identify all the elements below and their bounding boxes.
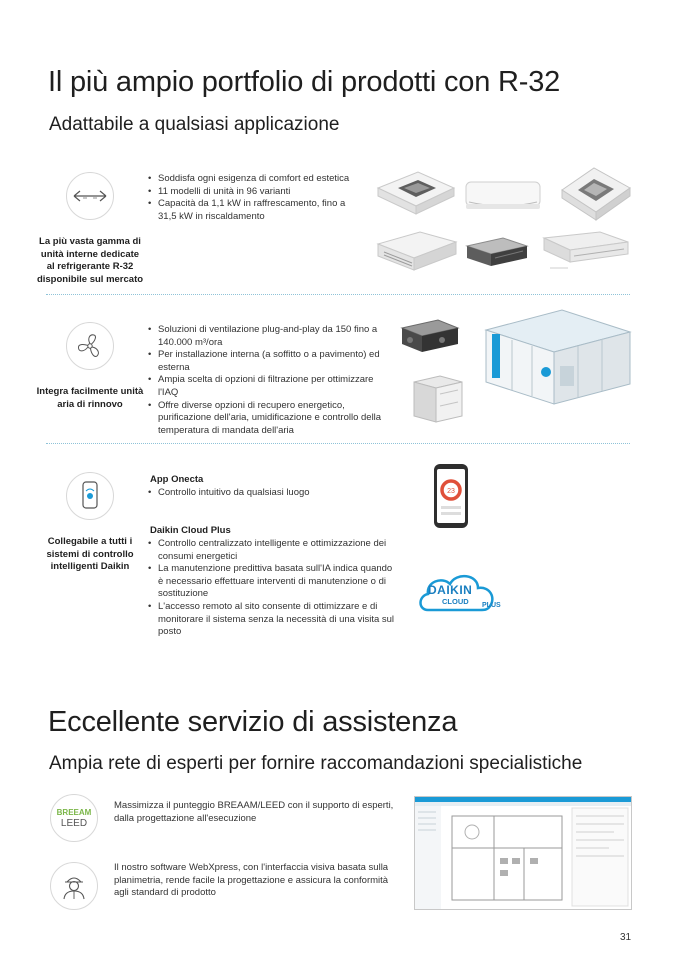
service-title: Eccellente servizio di assistenza (48, 706, 458, 738)
control-icon-circle (66, 472, 114, 520)
service-subtitle: Ampia rete di esperti per fornire raccomandazioni specialistiche (49, 753, 583, 774)
double-arrow-icon (72, 188, 108, 204)
cloud-plus-title: Daikin Cloud Plus (150, 525, 231, 536)
daikin-cloud-plus-logo (416, 566, 508, 622)
list-item: • Offre diverse opzioni di recupero energetico, purificazione dell'aria, umidificazione e controllo della temperatura di mandata dell'aria (147, 400, 392, 438)
ventilation-label: Integra facilmente unità aria di rinnovo (36, 386, 144, 410)
list-item: • Controllo centralizzato intelligente e ottimizzazione dei consumi energetici (147, 538, 397, 563)
logo-daikin-text: DAIKIN (428, 583, 473, 597)
breeam-description: Massimizza il punteggio BREAAM/LEED con il supporto di esperti, dalla progettazione all'esecuzione (114, 800, 394, 824)
phone-app-image (432, 462, 470, 530)
breeam-leed-icon (50, 794, 98, 842)
logo-cloud-text: CLOUD (442, 597, 469, 606)
technician-icon (59, 871, 89, 901)
svg-text:23: 23 (447, 488, 455, 495)
section-divider (46, 443, 630, 444)
list-item: • Soluzioni di ventilazione plug-and-play da 150 fino a 140.000 m³/ora (147, 324, 392, 349)
list-item: • La manutenzione predittiva basata sull'IA indica quando è necessario effettuare interventi di manutenzione o di sostituzione (147, 563, 397, 601)
air-handling-unit-image (482, 306, 634, 408)
cassette-unit-image (374, 168, 458, 218)
smartphone-icon (78, 480, 102, 512)
breeam-text: BREEAM (56, 808, 92, 817)
ventilation-bullets (147, 324, 392, 437)
list-item: • Ampia scelta di opzioni di filtrazione per ottimizzare l'IAQ (147, 374, 392, 399)
compact-ventilation-unit-image (410, 372, 466, 426)
list-item: • L'accesso remoto al sito consente di ottimizzare e di monitorare il sistema senza la necessità di una visita sul posto (147, 601, 397, 639)
app-onecta-bullets (147, 487, 397, 500)
cloud-plus-bullets (147, 538, 397, 639)
floor-ceiling-unit-image (540, 228, 632, 272)
list-item: • Soddisfa ogni esigenza di comfort ed estetica (147, 173, 357, 186)
range-bullets (147, 173, 357, 223)
page-title: Il più ampio portfolio di prodotti con R-32 (48, 66, 561, 98)
wall-mounted-unit-image (463, 176, 543, 216)
webxpress-screenshot-image (414, 796, 632, 910)
list-item: • Controllo intuitivo da qualsiasi luogo (147, 487, 397, 500)
control-label: Collegabile a tutti i sistemi di controllo intelligenti Daikin (46, 536, 134, 572)
page-number: 31 (620, 932, 632, 943)
technician-icon-circle (50, 862, 98, 910)
app-onecta-title: App Onecta (150, 474, 204, 485)
section-divider (46, 294, 630, 295)
list-item: • Per installazione interna (a soffitto o a pavimento) ed esterna (147, 349, 392, 374)
range-icon-circle (66, 172, 114, 220)
ventilation-icon-circle (66, 322, 114, 370)
leed-text: LEED (60, 818, 88, 829)
ceiling-suspended-unit-image (374, 228, 458, 274)
page-subtitle: Adattabile a qualsiasi applicazione (49, 114, 340, 135)
webxpress-description: Il nostro software WebXpress, con l'interfaccia visiva basata sulla planimetria, rende facile la progettazione e assicura la conformità agli standard di prodotto (114, 862, 389, 899)
list-item: • Capacità da 1,1 kW in raffrescamento, fino a 31,5 kW in riscaldamento (147, 198, 357, 223)
heat-recovery-unit-image (398, 316, 462, 356)
ducted-unit-image (463, 234, 531, 270)
logo-plus-text: PLUS (482, 602, 501, 609)
fan-icon (76, 332, 104, 360)
list-item: • 11 modelli di unità in 96 varianti (147, 186, 357, 199)
range-label: La più vasta gamma di unità interne dedicate al refrigerante R-32 disponibile sul mercato (36, 236, 144, 285)
ceiling-cassette-unit-image (556, 162, 634, 224)
